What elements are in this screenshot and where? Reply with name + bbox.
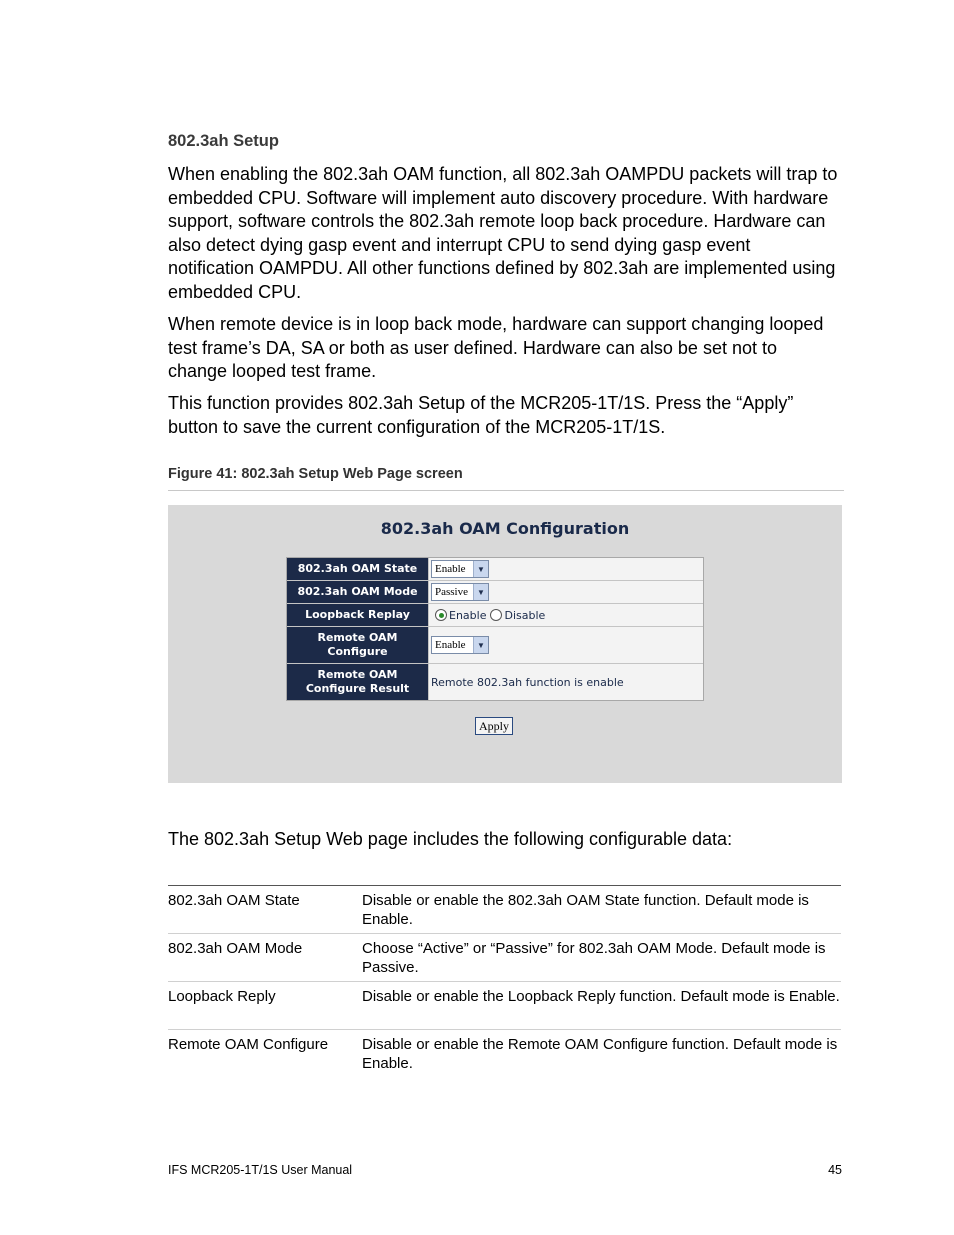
- oam-state-select[interactable]: [431, 560, 489, 578]
- row-remote-oam-result: [287, 664, 703, 700]
- row-oam-state: [287, 558, 703, 581]
- row-remote-oam-configure: [287, 627, 703, 664]
- param-name: 802.3ah OAM Mode: [168, 940, 303, 957]
- footer-manual-title: IFS MCR205-1T/1S User Manual: [168, 1163, 353, 1177]
- parameter-table: [168, 885, 841, 1077]
- param-description: Disable or enable the Loopback Reply function. Default mode is Enable.: [362, 988, 840, 1005]
- figure-caption: Figure 41: 802.3ah Setup Web Page screen: [168, 466, 463, 482]
- param-name: Remote OAM Configure: [168, 1036, 329, 1053]
- loopback-disable-radio[interactable]: [490, 609, 502, 621]
- row-oam-mode: [287, 581, 703, 604]
- web-page-screenshot: [168, 505, 842, 783]
- param-description: Disable or enable the 802.3ah OAM State function. Default mode is Enable.: [362, 892, 809, 928]
- footer-page-number: 45: [828, 1163, 842, 1177]
- label-loopback-replay: Loopback Replay: [287, 604, 429, 626]
- caption-divider: [168, 490, 844, 491]
- intro-text: The 802.3ah Setup Web page includes the following configurable data:: [168, 829, 733, 849]
- row-loopback-replay: [287, 604, 703, 627]
- loopback-enable-radio[interactable]: [435, 609, 447, 621]
- param-description: Choose “Active” or “Passive” for 802.3ah OAM Mode. Default mode is Passive.: [362, 940, 826, 976]
- label-oam-state: 802.3ah OAM State: [287, 558, 429, 580]
- config-title: 802.3ah OAM Configuration: [380, 519, 630, 538]
- oam-mode-value: Passive: [435, 586, 468, 598]
- paragraph-oam-description: When enabling the 802.3ah OAM function, all 802.3ah OAMPDU packets will trap to embedded CPU. Software will implement auto discovery procedure. With hardware support, software controls the 802.3ah remote loop back procedure. Hardware can also detect dying gasp event and interrupt CPU to send dying gasp event notification OAMPDU. All other functions defined by 802.3ah are implemented using embedded CPU.: [168, 164, 838, 302]
- oam-config-table: [286, 557, 704, 701]
- table-row: [168, 934, 841, 982]
- param-name: 802.3ah OAM State: [168, 892, 300, 909]
- param-description: Disable or enable the Remote OAM Configure function. Default mode is Enable.: [362, 1036, 838, 1072]
- chevron-down-icon[interactable]: ▼: [473, 637, 488, 653]
- remote-oam-configure-value: Enable: [435, 639, 466, 651]
- label-remote-oam-result: Remote OAM Configure Result: [287, 664, 429, 700]
- remote-oam-result-value: Remote 802.3ah function is enable: [431, 675, 624, 689]
- apply-button[interactable]: Apply: [475, 717, 513, 735]
- loopback-enable-label: Enable: [449, 608, 487, 622]
- label-oam-mode: 802.3ah OAM Mode: [287, 581, 429, 603]
- table-row: [168, 1030, 841, 1077]
- table-row: [168, 982, 841, 1030]
- label-remote-oam-configure: Remote OAM Configure: [287, 627, 429, 663]
- remote-oam-configure-select[interactable]: [431, 636, 489, 654]
- chevron-down-icon[interactable]: ▼: [473, 584, 488, 600]
- chevron-down-icon[interactable]: ▼: [473, 561, 488, 577]
- table-row: [168, 886, 841, 934]
- oam-state-value: Enable: [435, 563, 466, 575]
- loopback-disable-label: Disable: [504, 608, 546, 622]
- param-name: Loopback Reply: [168, 988, 276, 1005]
- oam-mode-select[interactable]: [431, 583, 489, 601]
- paragraph-function-description: This function provides 802.3ah Setup of the MCR205-1T/1S. Press the “Apply” button to save the current configuration of the MCR205-1T/1S.: [168, 393, 794, 437]
- paragraph-loopback-description: When remote device is in loop back mode, hardware can support changing looped test frame’s DA, SA or both as user defined. Hardware can also be set not to change looped test frame.: [168, 314, 824, 381]
- section-heading: 802.3ah Setup: [168, 132, 279, 150]
